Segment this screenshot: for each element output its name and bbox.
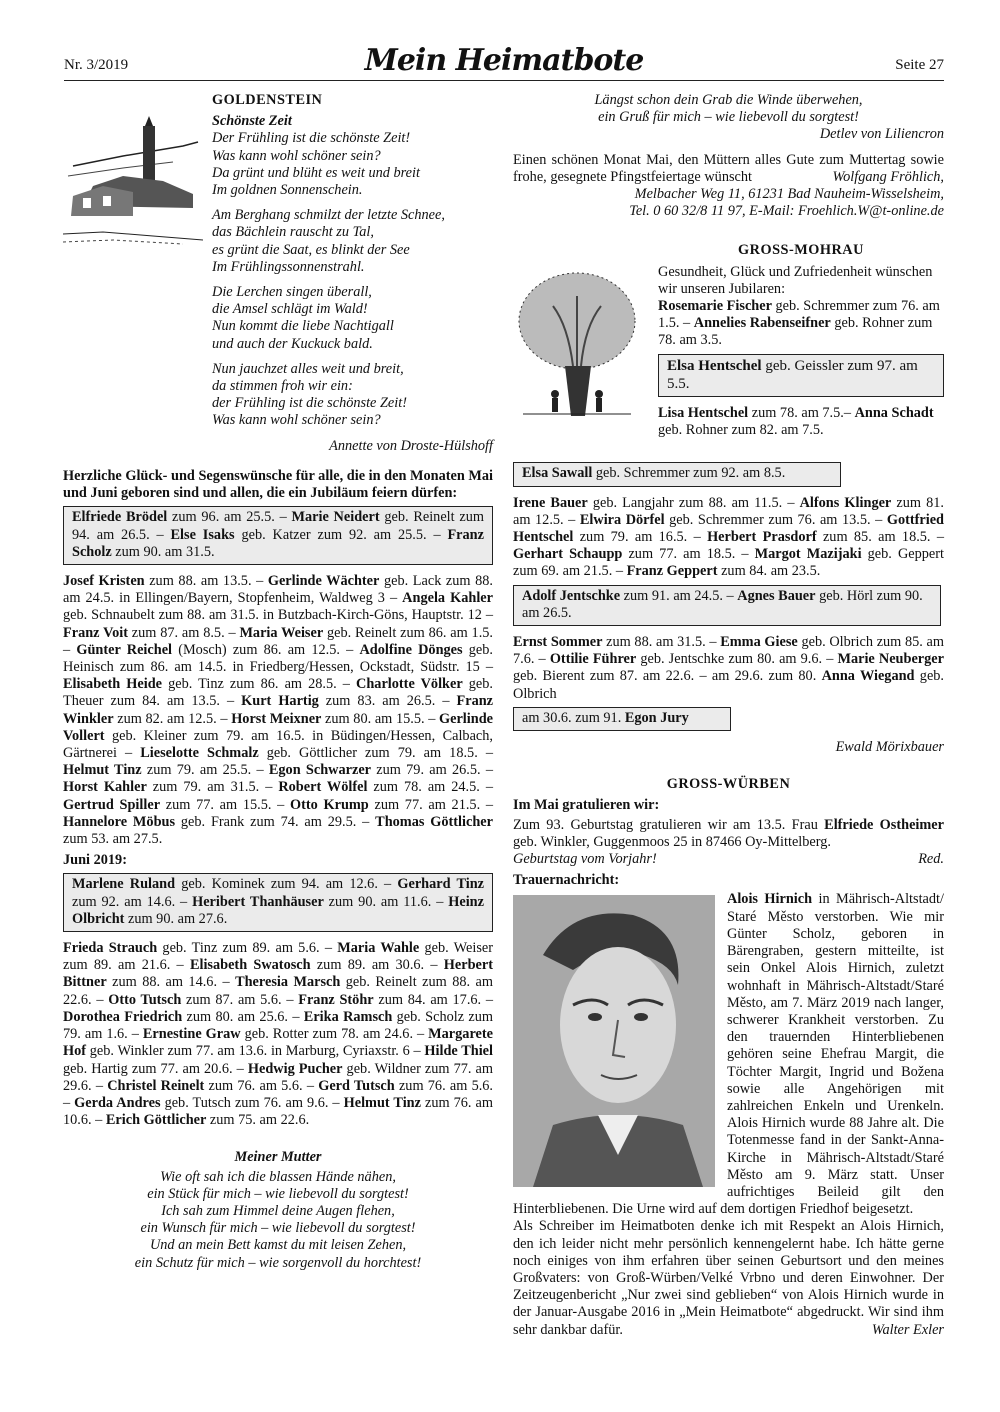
birthday-details: zum 76. am 5.6. – (63, 1077, 494, 1111)
mohrau-birthdays-4 (513, 634, 944, 703)
issue-number: Nr. 3/2019 (64, 57, 129, 73)
person-name: Marie Neidert (291, 509, 380, 526)
birthday-details: zum 88. am 13.5. – (144, 573, 268, 590)
birthday-details: zum 77. am 15.5. – (160, 796, 290, 813)
person-name: Elfriede Brödel (72, 509, 168, 526)
person-name: Anna Schadt (854, 404, 934, 421)
poem-line: Und an mein Bett kamst du mit leisen Zehen, (149, 1237, 407, 1254)
person-name: Franz Voit (63, 624, 128, 641)
wuerben-honoree-name: Elfriede Ostheimer (824, 816, 944, 833)
poem-title-mutter: Meiner Mutter (234, 1149, 322, 1166)
person-name: Gerlinde Wächter (267, 573, 380, 590)
poem-line: Die Lerchen singen überall, (212, 284, 372, 301)
birthday-details: zum 75. am 22.6. (206, 1112, 310, 1129)
highlight-box-juni (63, 873, 493, 932)
person-name: Erich Göttlicher (105, 1112, 207, 1129)
goldenstein-text (212, 92, 493, 455)
birthday-details: zum 84. am 17.6. – (373, 991, 493, 1008)
poem-line: und auch der Kuckuck bald. (212, 335, 373, 352)
portrait-photo (513, 895, 715, 1187)
person-name: Otto Tutsch (108, 991, 182, 1008)
birthday-details: zum 87. am 5.6. – (181, 991, 299, 1008)
poem-line: Da grünt und blüht es weit und breit (212, 164, 420, 181)
person-name: Heribert Thanhäuser (192, 893, 324, 910)
greeting-text (513, 152, 944, 186)
highlight-box-adolf-jentschke (513, 585, 941, 626)
birthday-details: zum 92. am 14.6. – (72, 893, 193, 910)
birthday-details: geb. Kleiner zum 79. am 16.5. in Büdingen/Hessen, Calbach, Gärtnerei – (63, 727, 493, 762)
birthday-details: geb. Wildner zum 77. am 29.6. – (63, 1060, 493, 1094)
poem-line: Nun kommt die liebe Nachtigall (212, 318, 394, 335)
birthday-details: zum 78. am 7.5.– (748, 404, 855, 421)
birthday-details: zum 96. am 25.5. – (167, 509, 292, 526)
birthday-details: geb. Tinz zum 86. am 28.5. – (162, 676, 357, 693)
poem-author: Annette von Droste-Hülshoff (329, 437, 493, 454)
poem-line: es grünt die Saat, es blinkt der See (212, 241, 410, 258)
section-title-goldenstein: GOLDENSTEIN (212, 92, 323, 108)
person-name: Gerda Andres (74, 1094, 161, 1111)
wuerben-note: Geburtstag vom Vorjahr! (513, 851, 657, 868)
poem-line: der Frühling ist die schönste Zeit! (212, 395, 407, 412)
birthday-details: am 30.6. zum 91. (522, 709, 625, 726)
greeting-address: Melbacher Weg 11, 61231 Bad Nauheim-Wisselsheim, (634, 186, 944, 203)
person-name: Franz Scholz (72, 526, 484, 560)
birthday-details: geb. Kominek zum 94. am 12.6. – (175, 876, 398, 893)
birthday-details: geb. Reinelt zum 88. am 22.6. – (63, 974, 493, 1008)
right-column (513, 92, 944, 1339)
person-name: Horst Meixner (231, 710, 322, 727)
person-name: Marlene Ruland (72, 876, 176, 893)
birthday-details: zum 83. am 26.5. – (318, 693, 457, 710)
person-name: Heinz Olbricht (72, 893, 484, 927)
person-name: Margot Mazijaki (754, 546, 862, 563)
person-name: Ottilie Führer (549, 651, 637, 668)
birthday-details: geb. Schnaubelt zum 88. am 31.5. in Butzbach-Kirch-Göns, Hauptstr. 12 – (63, 607, 493, 624)
person-name: Adolfine Dönges (359, 641, 463, 658)
person-name: Elsa Hentschel (667, 357, 762, 374)
birthday-details: geb. Winkler zum 77. am 13.6. in Marburg, Cyriaxstr. 6 – (86, 1043, 425, 1060)
birthday-details: geb. Schremmer zum 76. am 1.5. – (658, 298, 940, 332)
poem-line: Ich sah zum Himmel deine Augen flehen, (161, 1202, 395, 1219)
person-name: Günter Reichel (76, 641, 173, 658)
poem-meiner-mutter (63, 1149, 493, 1271)
birthday-details: geb. Rotter zum 78. am 24.6. – (240, 1026, 429, 1043)
person-name: Robert Wölfel (278, 779, 368, 796)
person-name: Gertrud Spiller (63, 796, 161, 813)
wuerben-text-pre: Zum 93. Geburtstag gratulieren wir am 13.5. Frau (513, 816, 825, 833)
person-name: Gerlinde Vollert (63, 710, 494, 744)
person-name: Josef Kristen (63, 573, 145, 590)
person-name: Herbert Prasdorf (707, 529, 817, 546)
birthday-details: geb. Reinelt zum 94. am 26.5. – (72, 509, 484, 543)
person-name: Christel Reinelt (107, 1077, 205, 1094)
person-name: Ernst Sommer (513, 634, 603, 651)
person-name: Anna Wiegand (821, 668, 915, 685)
person-name: Ernestine Graw (142, 1026, 241, 1043)
person-name: Adolf Jentschke (522, 587, 621, 604)
birthday-details: zum 91. am 24.5. – (620, 587, 738, 604)
birthday-details: zum 90. am 31.5. (111, 543, 215, 560)
gross-mohrau-text (658, 242, 944, 439)
tree-illustration (513, 266, 641, 416)
poem-line: Der Frühling ist die schönste Zeit! (212, 130, 411, 147)
obituary-body: in Mährisch-Altstadt/ Staré Město verstorben. Wie mir Günter Scholz, geboren in Bärengraben, gestern mitteilte, ist sein Onkel Alois Hirnich, zuletzt wohnhaft in Mährisch-Altstadt/Staré Město, am 7. März 2019 nach langer, schwerer Krankheit verstorben. Zu den trauernden Hinterbliebenen gehören seine Ehefrau Margit, die Töchter Margit, Ingrid und Božena sowie alle Angehörigen mit zahlreichen Enkeln und Urenkeln. Alois Hirnich wurde 88 Jahre alt. Die Totenmesse fand in der Sankt-Anna-Kirche in Mährisch-Altstadt/Staré Město am 9. März statt. Unser aufrichtiges Beileid gilt den Hinterbliebenen. Die Urne wird auf dem dortigen Friedhof beigesetzt. (513, 891, 944, 1218)
poem-stanza (212, 361, 493, 430)
person-name: Charlotte Völker (356, 676, 463, 693)
person-name: Franz Geppert (626, 563, 718, 580)
mohrau-intro: Gesundheit, Glück und Zufriedenheit wünschen wir unseren Jubilaren: (658, 263, 933, 297)
birthday-details: zum 88. am 14.6. – (106, 974, 236, 991)
birthday-details: geb. Geppert zum 69. am 21.5. – (513, 546, 945, 580)
person-name: Erika Ramsch (303, 1008, 393, 1025)
birthday-details: geb. Lack zum 88. am 24.5. in Ellingen/Bayern, Stopfenheim, Waldweg 3 – (63, 573, 493, 607)
mohrau-birthdays-1 (658, 298, 944, 350)
birthday-details: zum 78. am 24.5. – (367, 779, 493, 796)
birthday-details: zum 79. am 16.5. – (573, 529, 708, 546)
poem-line: ein Stück für mich – wie liebevoll du sorgtest! (147, 1185, 409, 1202)
birthday-details: zum 80. am 25.6. – (182, 1008, 304, 1025)
person-name: Alfons Klinger (799, 494, 892, 511)
person-name: Maria Weiser (239, 624, 324, 641)
person-name: Hannelore Möbus (63, 813, 176, 830)
poem-line: das Bächlein rauscht zu Tal, (212, 224, 374, 241)
person-name: Horst Kahler (63, 779, 147, 796)
person-name: Marie Neuberger (837, 651, 944, 668)
birthday-details: geb. Tutsch zum 76. am 9.6. – (160, 1094, 344, 1111)
person-name: Hedwig Pucher (247, 1060, 343, 1077)
birthday-details: (Mosch) zum 86. am 12.5. – (172, 641, 360, 658)
obituary-remembrance-text: Als Schreiber im Heimatboten denke ich mit Respekt an Alois Hirnich, den ich leider nicht mehr persönlich kennengelernt habe. Ich hätte gerne noch einiges von ihm erfahren über seinen Geburtsort und den meines Großvaters: von Groß-Würben/Velké Vrbno und deren Einwohner. Der Zeitzeugenbericht „Nur zwei sind geblieben“ von Alois Hirnich wurde in der Januar-Ausgabe 2016 in „Mein Heimatbote“ abgedruckt. Wir sind ihm sehr dankbar dafür. (513, 1218, 944, 1338)
birthday-details: zum 76. am 5.6. – (204, 1077, 319, 1094)
mohrau-author: Ewald Mörixbauer (835, 739, 944, 756)
person-name: Agnes Bauer (737, 587, 816, 604)
birthday-details: geb. Rohner zum 78. am 3.5. (658, 315, 933, 349)
birthday-details: geb. Schremmer zum 76. am 13.5. – (664, 511, 887, 528)
poem-author-liliencron: Detlev von Liliencron (819, 126, 944, 143)
birthday-details: geb. Bierent zum 87. am 22.6. – am 29.6. zum 80. (513, 668, 822, 685)
person-name: Elisabeth Swatosch (189, 957, 311, 974)
birthday-details: zum 53. am 27.5. (63, 831, 163, 848)
birthday-details: zum 80. am 15.5. – (321, 710, 439, 727)
june-heading: Juni 2019: (63, 852, 127, 869)
person-name: Rosemarie Fischer (658, 298, 772, 315)
birthday-details: geb. Geissler zum 97. am 5.5. (667, 357, 918, 392)
highlight-box-egon-jury (513, 707, 731, 731)
birthday-details: geb. Langjahr zum 88. am 11.5. – (587, 494, 800, 511)
birthday-details: geb. Hörl zum 90. am 26.5. (522, 587, 923, 621)
birthday-details: geb. Jentschke zum 80. am 9.6. – (636, 651, 838, 668)
person-name: Elwira Dörfel (579, 511, 665, 528)
birthday-details: zum 90. am 11.6. – (323, 893, 449, 910)
page-header (64, 30, 944, 81)
poem-line: Was kann wohl schöner sein? (212, 147, 381, 164)
birthday-details: geb. Theuer zum 84. am 13.5. – (63, 676, 493, 710)
highlight-box-elsa-hentschel (658, 354, 944, 397)
birthday-details: zum 79. am 26.5. – (371, 762, 493, 779)
birthday-details: zum 77. am 21.5. – (368, 796, 493, 813)
left-column (63, 92, 493, 1272)
person-name: Kurt Hartig (241, 693, 319, 710)
person-name: Egon Schwarzer (268, 762, 372, 779)
person-name: Hilde Thiel (424, 1043, 493, 1060)
birthdays-juni (63, 940, 493, 1129)
wuerben-note-row (513, 851, 944, 868)
obituary-remembrance (513, 1218, 944, 1338)
poem-line: da stimmen froh wir ein: (212, 378, 353, 395)
deceased-name: Alois Hirnich (727, 891, 813, 908)
person-name: Helmut Tinz (63, 762, 142, 779)
poem-lines-mutter (63, 1169, 493, 1272)
person-name: Lieselotte Schmalz (140, 745, 259, 762)
birthday-details: geb. Hartig zum 77. am 20.6. – (63, 1060, 248, 1077)
person-name: Else Isaks (170, 526, 235, 543)
person-name: Frieda Strauch (63, 940, 158, 957)
goldenstein-section (63, 92, 493, 464)
birthday-details: geb. Olbrich (513, 668, 945, 702)
person-name: Irene Bauer (513, 494, 588, 511)
poem-line: die Amsel schlägt im Wald! (212, 301, 368, 318)
person-name: Margarete Hof (63, 1026, 493, 1060)
poem-ending-lines (513, 92, 944, 126)
poem-line: Nun jauchzet alles weit und breit, (212, 360, 404, 377)
mohrau-birthdays-2 (658, 405, 944, 439)
obituary (513, 891, 944, 1338)
person-name: Thomas Göttlicher (375, 813, 493, 830)
poem-stanza (212, 284, 493, 353)
person-name: Emma Giese (720, 634, 798, 651)
birthday-details: geb. Frank zum 74. am 29.5. – (175, 813, 376, 830)
person-name: Gerhart Schaupp (513, 546, 623, 563)
person-name: Lisa Hentschel (658, 404, 749, 421)
section-title-gross-mohrau: GROSS-MOHRAU (738, 242, 864, 259)
poem-stanza (212, 207, 493, 276)
person-name: Elsa Sawall (522, 465, 593, 482)
birthday-details: zum 76. am 10.6. – (63, 1094, 493, 1129)
person-name: Herbert Bittner (63, 957, 493, 991)
birthday-details: zum 77. am 18.5. – (622, 546, 755, 563)
person-name: Dorothea Friedrich (63, 1008, 183, 1025)
birthday-details: geb. Göttlicher zum 79. am 18.5. – (258, 745, 493, 762)
birthday-details: geb. Rohner zum 82. am 7.5. (658, 421, 824, 438)
person-name: Gerhard Tinz (397, 876, 485, 893)
birthday-details: zum 82. am 12.5. – (113, 710, 232, 727)
poem-line: Wie oft sah ich die blassen Hände nähen, (160, 1168, 396, 1185)
poem-line: Längst schon dein Grab die Winde überwehen, (594, 92, 863, 108)
obituary-signature: Walter Exler (871, 1321, 944, 1338)
person-name: Theresia Marsch (235, 974, 341, 991)
birthday-details: zum 79. am 25.5. – (141, 762, 269, 779)
person-name: Franz Winkler (63, 693, 494, 727)
wuerben-note-signature: Red. (918, 851, 944, 868)
highlight-box-elsa-sawall (513, 462, 841, 486)
birthday-details: zum 85. am 18.5. – (816, 529, 944, 546)
birthday-details: zum 89. am 30.6. – (310, 957, 444, 974)
page-number: Seite 27 (895, 57, 944, 73)
birthday-details: geb. Weiser zum 89. am 21.6. – (63, 940, 494, 974)
wuerben-congrats (513, 817, 944, 851)
poem-line: Im goldnen Sonnenschein. (212, 182, 363, 199)
birthdays-mai (63, 573, 493, 848)
village-church-illustration (63, 116, 203, 246)
person-name: Egon Jury (624, 709, 689, 726)
wuerben-subheading: Im Mai gratulieren wir: (513, 797, 660, 814)
person-name: Franz Stöhr (298, 991, 374, 1008)
poem-line: Am Berghang schmilzt der letzte Schnee, (212, 207, 445, 224)
birthday-details: zum 81. am 12.5. – (513, 494, 944, 528)
person-name: Annelies Rabenseifner (693, 315, 831, 332)
birthday-details: geb. Scholz zum 79. am 1.6. – (63, 1008, 494, 1043)
birthday-details: zum 88. am 31.5. – (602, 634, 721, 651)
poem-line: ein Wunsch für mich – wie liebevoll du sorgtest! (140, 1220, 416, 1237)
birthday-details: geb. Katzer zum 92. am 25.5. – (234, 526, 448, 543)
greeting-signature-name: Wolfgang Fröhlich, (832, 168, 944, 185)
birthday-details: zum 79. am 31.5. – (146, 779, 279, 796)
poem-stanza (212, 130, 493, 199)
birthday-details: zum 84. am 23.5. (717, 563, 821, 580)
highlight-box-mai (63, 506, 493, 565)
person-name: Maria Wahle (337, 940, 420, 957)
birthday-intro: Herzliche Glück- und Segenswünsche für alle, die in den Monaten Mai und Juni geboren sind und allen, die ein Jubiläum feiern dürfen: (63, 468, 493, 502)
obituary-heading: Trauernachricht: (513, 872, 620, 889)
poem-line: Was kann wohl schöner sein? (212, 412, 381, 429)
mohrau-birthdays-3 (513, 495, 944, 581)
greeting-body: Einen schönen Monat Mai, den Müttern alles Gute zum Muttertag sowie frohe, gesegnete Pfingstfeiertage wünscht (513, 151, 944, 185)
person-name: Elisabeth Heide (63, 676, 163, 693)
gross-mohrau-section (513, 242, 944, 460)
birthday-details: geb. Olbrich zum 85. am 7.6. – (513, 634, 945, 668)
wuerben-text-post: geb. Winkler, Guggenmoos 25 in 87466 Oy-Mittelberg. (513, 833, 831, 850)
poem-line: ein Schutz für mich – wie sorgenvoll du horchtest! (134, 1254, 422, 1271)
person-name: Otto Krump (289, 796, 369, 813)
person-name: Gerd Tutsch (318, 1077, 395, 1094)
person-name: Gottfried Hentschel (513, 511, 944, 546)
section-title-gross-wuerben: GROSS-WÜRBEN (666, 776, 791, 793)
person-name: Helmut Tinz (343, 1094, 421, 1111)
person-name: Angela Kahler (402, 590, 493, 607)
poem-schoenste-zeit (212, 130, 493, 429)
greeting-contact: Tel. 0 60 32/8 11 97, E-Mail: Froehlich.W@t-online.de (629, 203, 944, 220)
poem-line: ein Gruß für mich – wie liebevoll du sorgtest! (598, 109, 859, 126)
masthead-logo: Mein Heimatbote (364, 43, 644, 78)
birthday-details: zum 90. am 27.6. (124, 910, 228, 927)
birthday-details: geb. Schremmer zum 92. am 8.5. (592, 465, 786, 482)
poem-title: Schönste Zeit (212, 113, 292, 130)
birthday-details: zum 87. am 8.5. – (127, 624, 240, 641)
birthday-details: geb. Reinelt zum 86. am 1.5. – (63, 624, 493, 658)
birthday-details: geb. Tinz zum 89. am 5.6. – (157, 940, 338, 957)
poem-line: Im Frühlingssonnenstrahl. (212, 258, 365, 275)
birthday-details: geb. Heinisch zum 86. am 14.5. in Friedberg/Hessen, Ockstadt, Südstr. 15 – (63, 641, 493, 676)
